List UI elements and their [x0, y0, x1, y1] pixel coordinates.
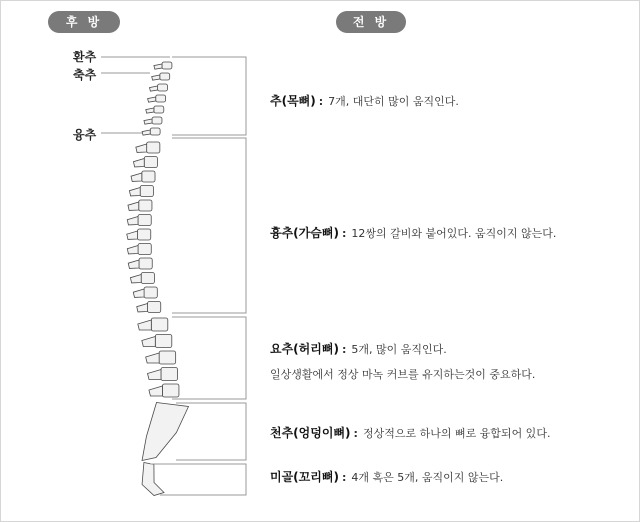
vertebra-process	[127, 246, 138, 254]
vertebra-process	[148, 370, 162, 380]
lumbar-term: 요추(허리뼈)	[270, 342, 339, 356]
vertebra-body	[150, 128, 160, 135]
vertebra-process	[133, 159, 144, 167]
vertebra-process	[148, 97, 156, 102]
vertebra-body	[144, 157, 157, 168]
vertebra-body	[156, 95, 166, 102]
vertebra-process	[144, 119, 152, 124]
lumbar-section: 요추(허리뼈) : 5개, 많이 움직인다. 일상생활에서 정상 마녹 커브를 유지하는것이 중요하다.	[270, 342, 536, 381]
lumbar-note: 일상생활에서 정상 마녹 커브를 유지하는것이 중요하다.	[270, 368, 536, 381]
vertebra-process	[127, 217, 138, 225]
coccyx-bracket	[150, 464, 246, 495]
vertebra-body	[139, 258, 152, 269]
lumbar-bracket	[172, 317, 246, 399]
vertebra-process	[128, 202, 139, 210]
vertebra-body	[144, 287, 157, 298]
coccyx-section: 미골(꼬리뼈) : 4개 혹은 5개, 움직이지 않는다.	[270, 470, 504, 484]
vertebra-process	[131, 173, 142, 181]
vertebra-body	[138, 229, 151, 240]
fused-vertebra-label: 융추	[73, 128, 97, 142]
sacrum-term: 천추(엉덩이뼈)	[270, 426, 351, 440]
coccyx-bone	[142, 463, 164, 496]
vertebra-body	[139, 200, 152, 211]
posterior-header: 후 방	[48, 11, 120, 33]
vertebra-body	[160, 73, 170, 80]
vertebra-body	[140, 186, 153, 197]
vertebra-process	[136, 144, 147, 152]
cervical-desc: 7개, 대단히 많이 움직인다.	[328, 95, 459, 108]
vertebra-body	[161, 368, 178, 381]
cervical-bracket	[172, 57, 246, 135]
vertebra-process	[146, 353, 160, 363]
vertebra-process	[152, 75, 160, 80]
vertebra-process	[127, 231, 138, 239]
vertebra-body	[141, 273, 154, 284]
vertebra-process	[138, 320, 152, 330]
sacrum-desc: 정상적으로 하나의 뼈로 융합되어 있다.	[362, 427, 551, 440]
spine-illustration	[127, 62, 189, 496]
vertebra-process	[128, 260, 139, 268]
vertebra-body	[159, 351, 176, 364]
vertebra-body	[155, 335, 172, 348]
atlas-label: 환추	[73, 50, 97, 64]
vertebra-body	[138, 244, 151, 255]
axis-label: 축추	[73, 68, 97, 82]
cervical-section: 추(목뼈) : 7개, 대단히 많이 움직인다.	[270, 94, 459, 108]
vertebra-process	[154, 64, 162, 69]
vertebra-body	[151, 318, 168, 331]
thoracic-desc: 12쌍의 갈비와 붙어있다. 움직이지 않는다.	[351, 227, 557, 240]
vertebra-body	[138, 215, 151, 226]
lumbar-desc: 5개, 많이 움직인다.	[351, 343, 447, 356]
vertebra-process	[142, 337, 156, 347]
vertebra-process	[142, 130, 150, 135]
anterior-header: 전 방	[336, 11, 406, 33]
vertebra-process	[150, 86, 158, 91]
vertebra-body	[142, 171, 155, 182]
vertebra-body	[162, 62, 172, 69]
vertebra-process	[133, 289, 144, 297]
vertebra-body	[148, 302, 161, 313]
vertebra-process	[129, 188, 140, 196]
vertebra-process	[130, 275, 141, 283]
vertebra-process	[149, 386, 163, 396]
thoracic-bracket	[172, 138, 246, 313]
coccyx-term: 미골(꼬리뼈)	[270, 470, 339, 484]
vertebra-body	[152, 117, 162, 124]
vertebra-process	[146, 108, 154, 113]
cervical-term: 추(목뼈)	[270, 94, 316, 108]
sacrum-bone	[142, 403, 188, 461]
thoracic-section: 흉추(가슴뼈) : 12쌍의 갈비와 붙어있다. 움직이지 않는다.	[270, 226, 557, 240]
thoracic-term: 흉추(가슴뼈)	[270, 226, 339, 240]
sacrum-section: 천추(엉덩이뼈) : 정상적으로 하나의 뼈로 융합되어 있다.	[270, 426, 551, 440]
vertebra-process	[137, 304, 148, 312]
vertebra-body	[147, 142, 160, 153]
vertebra-body	[158, 84, 168, 91]
vertebra-body	[162, 384, 179, 397]
vertebra-body	[154, 106, 164, 113]
coccyx-desc: 4개 혹은 5개, 움직이지 않는다.	[351, 471, 504, 484]
